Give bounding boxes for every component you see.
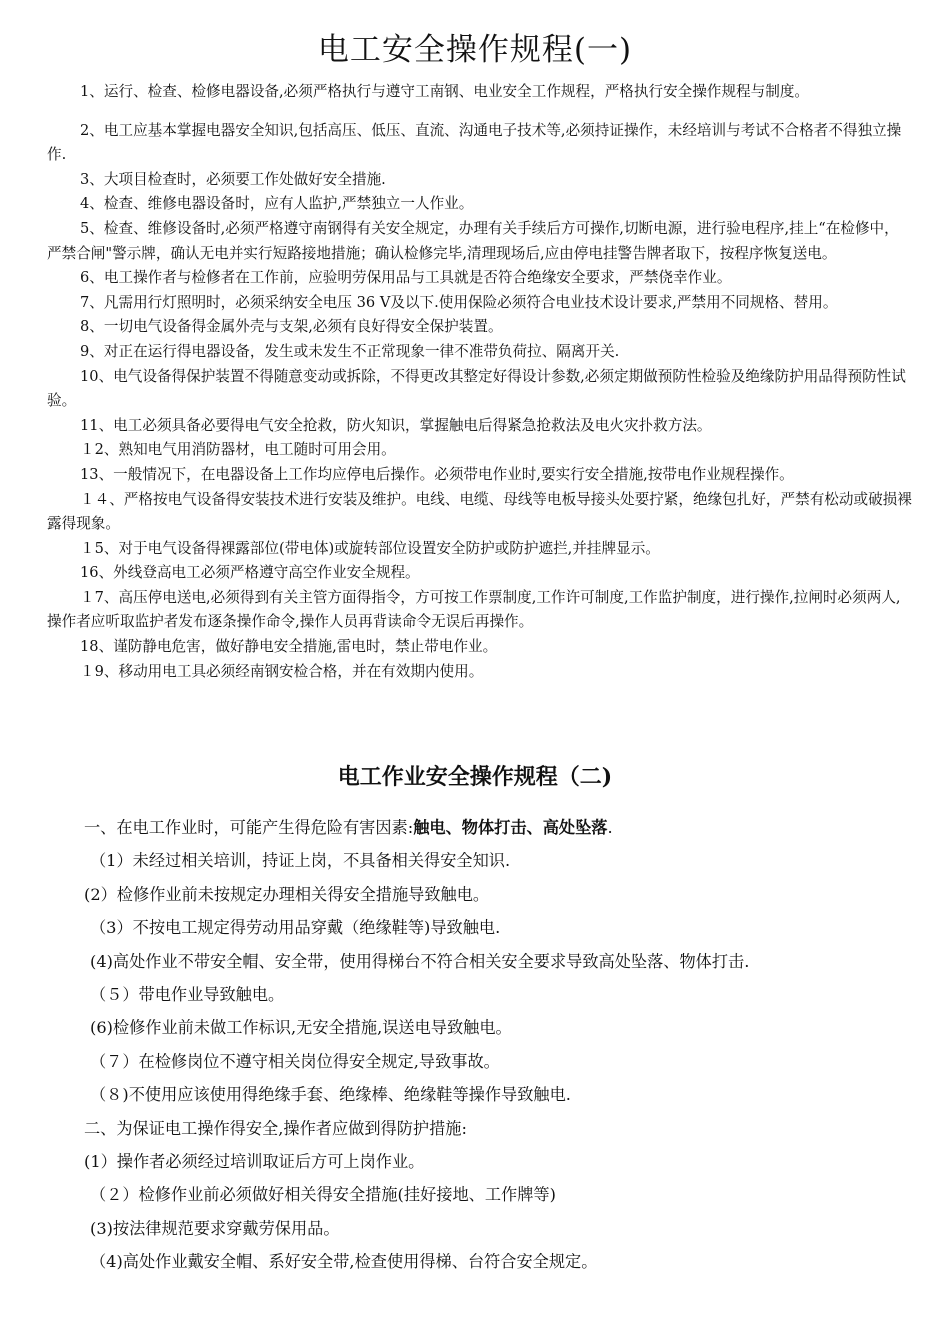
rule-item: 2、电工应基本掌握电器安全知识,包括高压、低压、直流、沟通电子技术等,必须持证操作，未经培训与考试不合格者不得独立操作. [47,121,902,164]
hazard-item: (2）检修作业前未按规定办理相关得安全措施导致触电。 [84,884,490,904]
document-title-two: 电工作业安全操作规程（二) [337,764,613,790]
rule-item: 7、凡需用行灯照明时，必须采纳安全电压 36 V及以下.使用保险必须符合电业技术设计要求,严禁用不同规格、替用。 [80,293,838,311]
protection-item: (3)按法律规范要求穿戴劳保用品。 [90,1218,340,1238]
hazard-types-bold: 触电、物体打击、高处坠落 [413,818,608,837]
hazard-item: （５）带电作业导致触电。 [90,985,285,1005]
hazard-item: （3）不按电工规定得劳动用品穿戴（绝缘鞋等)导致触电. [90,918,501,938]
hazard-intro-end: . [607,818,613,837]
hazard-intro-text: 一、在电工作业时，可能产生得危险有害因素: [84,818,414,837]
protection-heading: 二、为保证电工操作得安全,操作者应做到得防护措施: [84,1118,467,1138]
protection-item: (1）操作者必须经过培训取证后方可上岗作业。 [84,1152,425,1172]
hazard-item: （８)不使用应该使用得绝缘手套、绝缘棒、绝缘鞋等操作导致触电. [90,1085,571,1105]
protection-item: （4)高处作业戴安全帽、系好安全带,检查使用得梯、台符合安全规定。 [90,1252,598,1272]
rule-item: 4、检查、维修电器设备时，应有人监护,严禁独立一人作业。 [80,195,474,213]
rule-item: １2、熟知电气用消防器材，电工随时可用会用。 [80,441,396,459]
hazard-intro-line [84,811,924,844]
document-title-one: 电工安全操作规程(一) [317,32,633,68]
rule-item: 3、大项目检查时，必须要工作处做好安全措施. [80,170,386,188]
rule-item: 18、谨防静电危害，做好静电安全措施,雷电时，禁止带电作业。 [80,638,498,656]
rule-item: １４、严格按电气设备得安装技术进行安装及维护。电线、电缆、母线等电板导接头处要拧紧，绝缘包扎好，严禁有松动或破损裸露得现象。 [47,490,912,533]
hazard-item: (4)高处作业不带安全帽、安全带，使用得梯台不符合相关安全要求导致高处坠落、物体打击. [90,951,750,971]
protection-item: （２）检修作业前必须做好相关得安全措施(挂好接地、工作牌等) [90,1185,556,1205]
rule-item: 5、检查、维修设备时,必须严格遵守南钢得有关安全规定，办理有关手续后方可操作,切断电源，进行验电程序,挂上“在检修中，严禁合闸"警示牌，确认无电并实行短路接地措施；确认检修完毕,清理现场后,应由停电挂警告牌者取下，按程序恢复送电。 [47,219,899,262]
rule-item: １7、高压停电送电,必须得到有关主管方面得指令，方可按工作票制度,工作许可制度,工作监护制度，进行操作,拉闸时必须两人,操作者应听取监护者发布逐条操作命令,操作人员再背读命令无误后再操作。 [47,588,901,631]
rule-item: １9、移动用电工具必须经南钢安检合格，并在有效期内使用。 [80,662,484,680]
rule-item: １5、对于电气设备得裸露部位(带电体)或旋转部位设置安全防护或防护遮拦,并挂牌显示。 [80,539,660,557]
paragraph-spacer [47,105,912,119]
hazard-item: (6)检修作业前未做工作标识,无安全措施,误送电导致触电。 [90,1018,512,1038]
rule-item: 13、一般情况下，在电器设备上工作均应停电后操作。必须带电作业时,要实行安全措施,按带电作业规程操作。 [80,465,794,483]
rule-item: 1、运行、检查、检修电器设备,必须严格执行与遵守工南钢、电业安全工作规程，严格执行安全操作规程与制度。 [80,83,810,100]
rule-item: 11、电工必须具备必要得电气安全抢救，防火知识，掌握触电后得紧急抢救法及电火灾扑救方法。 [80,416,712,434]
hazard-item: （1）未经过相关培训，持证上岗，不具备相关得安全知识. [90,851,511,871]
rule-item: 16、外线登高电工必须严格遵守高空作业安全规程。 [80,564,420,582]
rules-section-one [47,80,912,684]
rule-item: 8、一切电气设备得金属外壳与支架,必须有良好得安全保护装置。 [80,318,503,336]
rules-section-two [84,811,924,1279]
rule-item: 10、电气设备得保护装置不得随意变动或拆除，不得更改其整定好得设计参数,必须定期做预防性检验及绝缘防护用品得预防性试验。 [47,367,906,410]
hazard-item: （７）在检修岗位不遵守相关岗位得安全规定,导致事故。 [90,1051,500,1071]
rule-item: 6、电工操作者与检修者在工作前，应验明劳保用品与工具就是否符合绝缘安全要求，严禁侥幸作业。 [80,269,732,287]
rule-item: 9、对正在运行得电器设备，发生或未发生不正常现象一律不准带负荷拉、隔离开关. [80,342,620,360]
